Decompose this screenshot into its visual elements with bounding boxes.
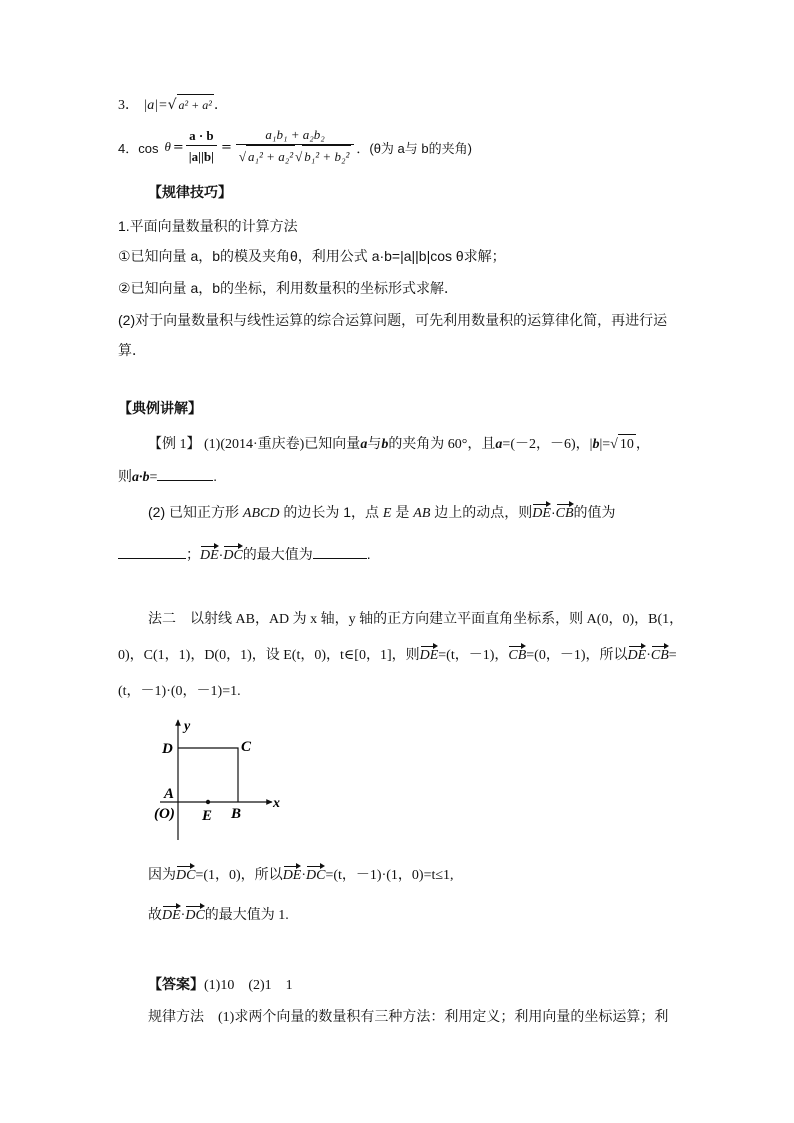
example-1-text-d: =(－2，－6)，|	[502, 437, 593, 452]
formula-4-number: 4．cos	[118, 140, 159, 156]
point-e: E	[382, 506, 392, 521]
example-1-line2-end: .	[213, 470, 217, 485]
theta-symbol: θ	[164, 139, 171, 154]
conclusion-line-2: 故DE·DC的最大值为 1.	[148, 906, 289, 926]
denominator-root-a: a₁² + a₂²	[246, 145, 295, 168]
example-1-text-c: 的夹角为 60°，且	[388, 437, 496, 452]
example-1-line2-b: =	[149, 470, 158, 485]
example-1-line2-a: 则	[118, 470, 132, 485]
rules-item-3-line-2: 算．	[118, 342, 146, 358]
coordinate-figure	[150, 716, 290, 846]
example-tag: 【例 1】	[148, 437, 201, 452]
vector-cb-2: CB	[508, 646, 526, 666]
vector-de: DE	[532, 504, 551, 524]
answer-text: (1)10 (2)1 1	[204, 978, 293, 993]
method-2-text-d: =	[668, 648, 677, 663]
rules-item-3-line-1: (2)对于向量数量积与线性运算的综合运算问题，可先利用数量积的运算律化简，再进行运	[118, 312, 668, 328]
conclusion-text-b: =(1，0)，所以	[195, 868, 283, 883]
formula-3-lhs: |a|=	[143, 98, 168, 113]
fraction-2	[236, 126, 355, 168]
conclusion-text-e: 的最大值为 1.	[204, 908, 289, 923]
square-abcd: ABCD	[242, 506, 280, 521]
vector-b-2: b	[592, 437, 600, 452]
formula-3	[118, 94, 218, 116]
vector-a: a	[360, 437, 368, 452]
conclusion-text-a: 因为	[148, 868, 176, 883]
point-e-dot	[206, 800, 210, 804]
label-c: C	[241, 739, 252, 755]
example-1-part-2-line-2: ；DE·DC的最大值为 .	[118, 544, 371, 566]
vector-de-2: DE	[200, 546, 219, 566]
vector-b: b	[381, 437, 389, 452]
vector-cb: CB	[556, 504, 574, 524]
formula-4-tail: ．(θ为 a与 b的夹角)	[356, 140, 472, 156]
example-1-text-e: |=	[599, 437, 611, 452]
example-2-line2-b: 的最大值为	[242, 546, 313, 562]
example-2-text-a: (2) 已知正方形	[148, 504, 239, 520]
fraction-1-numerator: a · b	[189, 127, 214, 143]
conclusion-line-1: 因为DC=(1，0)，所以DE·DC=(t，－1)·(1，0)=t≤1,	[148, 866, 454, 886]
method-2-line-3: (t，－1)·(0，－1)=1.	[118, 684, 241, 699]
example-2-text-f: 的值为	[573, 504, 616, 520]
vector-dc-2: DC	[176, 866, 195, 886]
example-1-text-b: 与	[367, 437, 382, 452]
answer-label: 【答案】	[148, 976, 204, 992]
answer	[148, 974, 293, 996]
method-2-line-2: 0)，C(1，1)，D(0，1)，设 E(t，0)，t∈[0，1]，则DE=(t，－1)，CB=(0，－1)，所以DE·CB=	[118, 646, 677, 666]
label-y: y	[184, 719, 191, 734]
section-rules-heading: 【规律技巧】	[148, 184, 232, 200]
example-1-text-f: ，	[635, 437, 650, 452]
label-o: (O)	[154, 806, 175, 822]
rules-item-2: ②已知向量 a，b的坐标，利用数量积的坐标形式求解．	[118, 280, 459, 296]
vector-dc-3: DC	[306, 866, 325, 886]
vector-cb-3: CB	[651, 646, 669, 666]
rule-method-text: 规律方法 (1)求两个向量的数量积有三种方法：利用定义；利用向量的坐标运算；利	[148, 1010, 669, 1025]
conclusion-text-c: =(t，－1)·(1，0)=t≤1,	[325, 868, 454, 883]
fraction-1-denominator: |a||b|	[186, 145, 217, 168]
label-a: A	[164, 786, 175, 802]
vector-dc: DC	[223, 546, 242, 566]
equals-2: =	[220, 139, 232, 155]
answer-blank-3[interactable]	[313, 544, 367, 559]
example-1-part-2: (2) 已知正方形 ABCD 的边长为 1，点 E 是 AB 边上的动点，则DE·CB的值为	[148, 502, 616, 524]
method-2-text-b: =(t，－1)，	[438, 648, 509, 663]
method-2-text-c: =(0，－1)，所以	[526, 648, 628, 663]
vector-de-4: DE	[628, 646, 647, 666]
label-b: B	[231, 806, 242, 822]
sqrt-10: 10	[618, 434, 636, 455]
example-1-part-1: 【例 1】 (1)(2014·重庆卷)已知向量a与b的夹角为 60°，且a=(－2，－6)，|b|=√ 10 ，	[148, 434, 650, 455]
vector-de-6: DE	[162, 906, 181, 926]
fraction-1	[186, 127, 217, 168]
example-2-text-b: 的边长为 1，点	[283, 504, 380, 520]
example-2-text-c: 是	[395, 504, 410, 520]
equals-1: =	[172, 139, 184, 155]
vector-dc-4: DC	[185, 906, 204, 926]
method-2-line-1: 法二 以射线 AB，AD 为 x 轴，y 轴的正方向建立平面直角坐标系，则 A(0，0)，B(1，	[148, 612, 684, 627]
sqrt-symbol: √	[167, 97, 177, 113]
label-e: E	[202, 808, 213, 824]
square-sides	[178, 748, 238, 802]
rules-heading: 1.平面向量数量积的计算方法	[118, 218, 298, 234]
example-2-line2-a: ；	[186, 546, 200, 562]
formula-4	[118, 122, 472, 172]
example-2-line2-end: .	[366, 546, 371, 562]
fraction-2-denominator: √ a₁² + a₂² √ b₁² + b₂²	[236, 144, 355, 168]
label-x: x	[273, 796, 280, 811]
a-dot-b: a·b	[132, 470, 150, 485]
formula-3-end: .	[213, 97, 219, 113]
example-1-part-1-line-2	[118, 466, 217, 488]
answer-blank-2[interactable]	[118, 544, 186, 559]
vector-de-3: DE	[420, 646, 439, 666]
vector-a-2: a	[495, 437, 503, 452]
method-2-text-a: 0)，C(1，1)，D(0，1)，设 E(t，0)，t∈[0，1]，则	[118, 648, 420, 663]
fraction-2-numerator: a₁b₁ + a₂b₂	[265, 127, 325, 142]
label-d: D	[162, 741, 173, 757]
formula-3-number: 3．	[118, 98, 139, 113]
formula-3-radicand: a² + a²	[177, 94, 214, 115]
example-2-text-d: 边上的动点，则	[434, 504, 533, 520]
conclusion-text-d: 故	[148, 908, 162, 923]
example-1-text-a: (1)(2014·重庆卷)已知向量	[204, 437, 361, 452]
rules-item-1: ①已知向量 a，b的模及夹角θ，利用公式 a·b=|a||b|cos θ求解；	[118, 248, 506, 264]
side-ab: AB	[413, 506, 431, 521]
answer-blank-1[interactable]	[157, 466, 213, 481]
section-example-heading: 【典例讲解】	[118, 402, 202, 417]
denominator-root-b: b₁² + b₂²	[302, 145, 351, 168]
vector-de-5: DE	[283, 866, 302, 886]
